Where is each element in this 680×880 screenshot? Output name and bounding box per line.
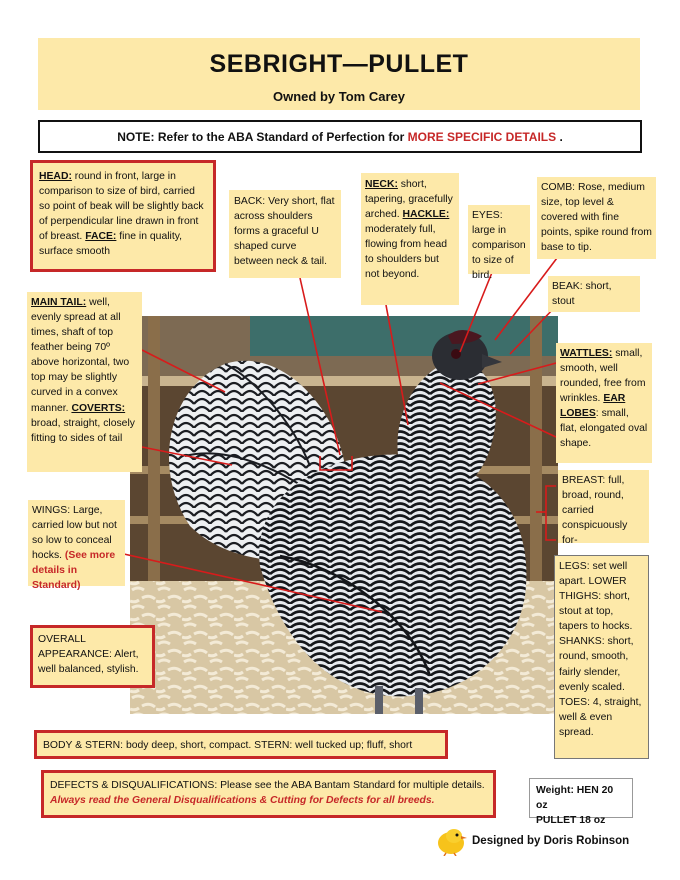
designer-credit: [434, 826, 654, 856]
eyes-text: EYES: large in comparison to size of bird.: [472, 210, 526, 282]
hackle-text: moderately full, flowing from head to shoulders but not beyond.: [365, 224, 448, 281]
body-stern-callout: [34, 730, 448, 759]
page-title: SEBRIGHT—PULLET: [209, 50, 469, 78]
overall-appearance-callout: [30, 625, 155, 688]
head-callout: [30, 160, 216, 272]
ear-lobes-text: : small, flat, elongated oval shape.: [560, 408, 648, 450]
comb-callout: [537, 177, 656, 259]
back-callout: [229, 190, 341, 278]
credit-text: Designed by Doris Robinson: [472, 835, 630, 847]
neck-label: NECK:: [365, 179, 398, 190]
defects-text: DEFECTS & DISQUALIFICATIONS: Please see the ABA Bantam Standard for multiple details.: [50, 780, 485, 791]
title-block: [38, 38, 640, 110]
note-highlight: MORE SPECIFIC DETAILS: [407, 130, 557, 144]
defects-callout: [41, 770, 496, 818]
wings-callout: [28, 500, 125, 592]
note-prefix: NOTE: Refer to the ABA Standard of Perfection for: [117, 130, 408, 144]
note-box: [38, 120, 642, 153]
wings-text: WINGS: Large, carried low but not so low to conceal hocks.: [32, 505, 117, 562]
neck-text: short, tapering, gracefully arched.: [365, 179, 453, 221]
main-tail-text: well, evenly spread at all times, shaft of top feather being 70º above horizontal, two top may be slightly curved in a convex manner.: [31, 297, 130, 414]
sebright-pullet-photo: [130, 316, 558, 714]
main-tail-label: MAIN TAIL:: [31, 297, 87, 308]
ear-lobes-label: EAR LOBES: [560, 393, 626, 420]
defects-warning: Always read the General Disqualifications & Cutting for Defects for all breeds.: [50, 795, 435, 807]
beak-callout: [548, 276, 640, 312]
comb-text: COMB: Rose, medium size, top level & covered with fine points, spike round from base to tip.: [541, 182, 652, 254]
body-stern-text: BODY & STERN: body deep, short, compact. STERN: well tucked up; fluff, short: [43, 740, 413, 751]
back-text: BACK: Very short, flat across shoulders forms a graceful U shaped curve between neck & tail.: [234, 196, 335, 268]
weight-hen: Weight: HEN 20 oz: [536, 785, 614, 812]
wattles-callout: [556, 343, 652, 463]
wings-see-more: (See more details in Standard): [32, 550, 116, 592]
chick-icon: [434, 826, 468, 856]
face-text: fine in quality, surface smooth: [39, 231, 183, 258]
neck-callout: [361, 173, 459, 305]
coverts-label: COVERTS:: [71, 402, 126, 414]
breast-callout: [558, 470, 649, 547]
head-text: round in front, large in comparison to size of bird, carried so point of beak will be slightly back of perpendicular line drawn in front of breast.: [39, 171, 204, 243]
wattles-text: small, smooth, well rounded, free from wrinkles.: [560, 348, 646, 405]
legs-text: LEGS: set well apart. LOWER THIGHS: short, stout at top, tapers to hocks. SHANKS: short, round, smooth, fairly slender, evenly scaled. TOES: 4, straight, well & even spread.: [559, 561, 642, 738]
main-tail-callout: [27, 292, 142, 472]
hackle-label: HACKLE:: [402, 209, 450, 221]
face-label: FACE:: [85, 231, 117, 243]
coverts-text: broad, straight, closely fitting to sides of tail: [31, 417, 135, 444]
weight-pullet: PULLET 18 oz: [536, 815, 606, 827]
note-suffix: .: [556, 130, 563, 144]
beak-text: BEAK: short, stout: [552, 281, 612, 308]
wattles-label: WATTLES:: [560, 348, 613, 359]
owner-subtitle: Owned by Tom Carey: [273, 89, 405, 105]
eyes-callout: [468, 205, 530, 282]
weight-box: [529, 778, 633, 827]
breast-text: BREAST: full, broad, round, carried conspicuously for-: [562, 475, 628, 547]
overall-text: OVERALL APPEARANCE: Alert, well balanced, stylish.: [38, 634, 139, 676]
legs-callout: [554, 555, 649, 759]
head-label: HEAD:: [39, 171, 72, 182]
